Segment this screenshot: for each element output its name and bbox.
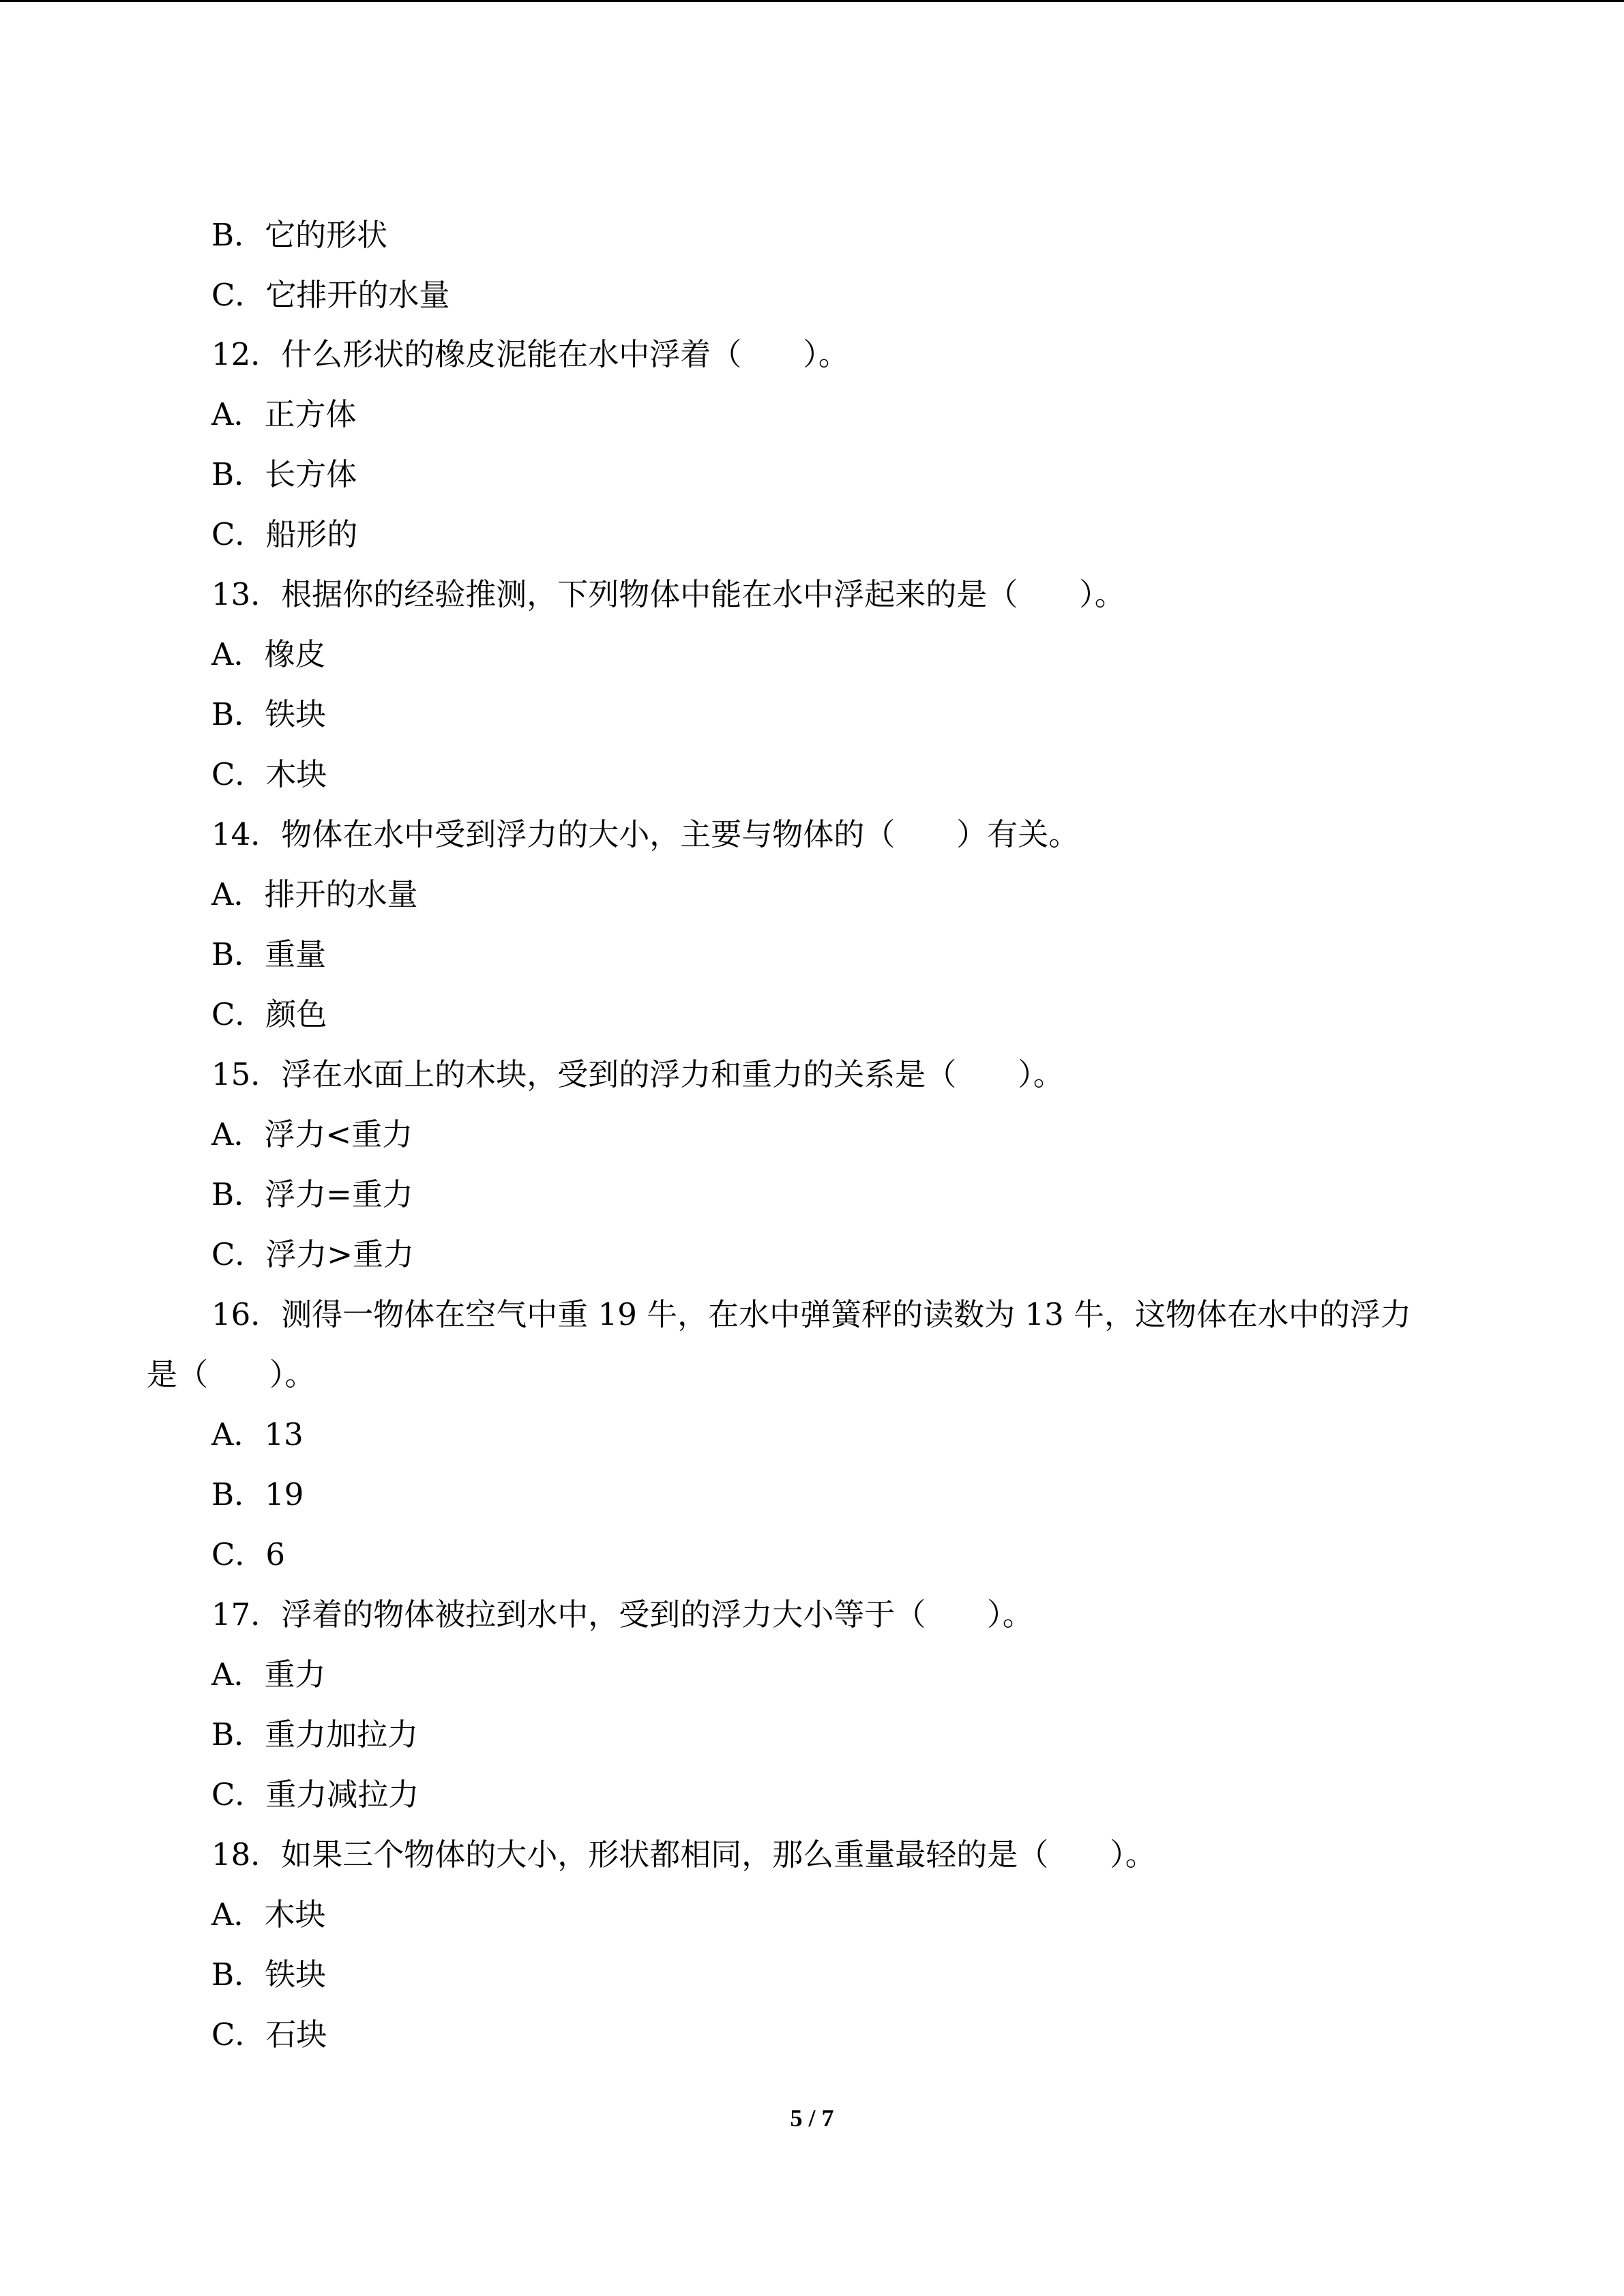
option-16-c: C．6 <box>211 1536 286 1572</box>
option-13-c: C．木块 <box>211 756 327 792</box>
option-12-c: C．船形的 <box>211 516 358 552</box>
question-13: 13．根据你的经验推测，下列物体中能在水中浮起来的是（ ）。 <box>211 576 1125 612</box>
question-18: 18．如果三个物体的大小，形状都相同，那么重量最轻的是（ ）。 <box>211 1836 1156 1873</box>
option-12-b: B．长方体 <box>211 456 357 492</box>
option-14-b: B．重量 <box>211 936 327 972</box>
option-18-c: C．石块 <box>211 2016 327 2053</box>
question-17: 17．浮着的物体被拉到水中，受到的浮力大小等于（ ）。 <box>211 1596 1033 1632</box>
option-18-a: A．木块 <box>211 1896 326 1933</box>
question-14: 14．物体在水中受到浮力的大小，主要与物体的（ ）有关。 <box>211 816 1080 852</box>
option-11-c: C．它排开的水量 <box>211 277 450 313</box>
question-15: 15．浮在水面上的木块，受到的浮力和重力的关系是（ ）。 <box>211 1056 1064 1092</box>
page-number: 5 / 7 <box>790 2104 834 2132</box>
question-16-continuation: 是（ ）。 <box>147 1356 316 1392</box>
option-17-a: A．重力 <box>211 1656 326 1693</box>
option-11-b: B．它的形状 <box>211 217 388 253</box>
option-16-b: B．19 <box>211 1476 304 1512</box>
option-18-b: B．铁块 <box>211 1956 327 1993</box>
option-13-a: A．橡皮 <box>211 636 326 672</box>
option-12-a: A．正方体 <box>211 396 357 432</box>
option-15-a: A．浮力<重力 <box>211 1116 413 1152</box>
option-14-c: C．颜色 <box>211 996 327 1032</box>
option-17-c: C．重力减拉力 <box>211 1776 419 1813</box>
question-12: 12．什么形状的橡皮泥能在水中浮着（ ）。 <box>211 336 849 372</box>
top-border-line <box>0 0 1624 2</box>
option-13-b: B．铁块 <box>211 696 327 732</box>
question-16: 16．测得一物体在空气中重 19 牛，在水中弹簧秤的读数为 13 牛，这物体在水中的浮力 <box>211 1296 1412 1332</box>
option-14-a: A．排开的水量 <box>211 876 418 912</box>
option-16-a: A．13 <box>211 1416 304 1452</box>
option-17-b: B．重力加拉力 <box>211 1716 419 1753</box>
option-15-c: C．浮力>重力 <box>211 1236 415 1272</box>
option-15-b: B．浮力=重力 <box>211 1176 413 1212</box>
